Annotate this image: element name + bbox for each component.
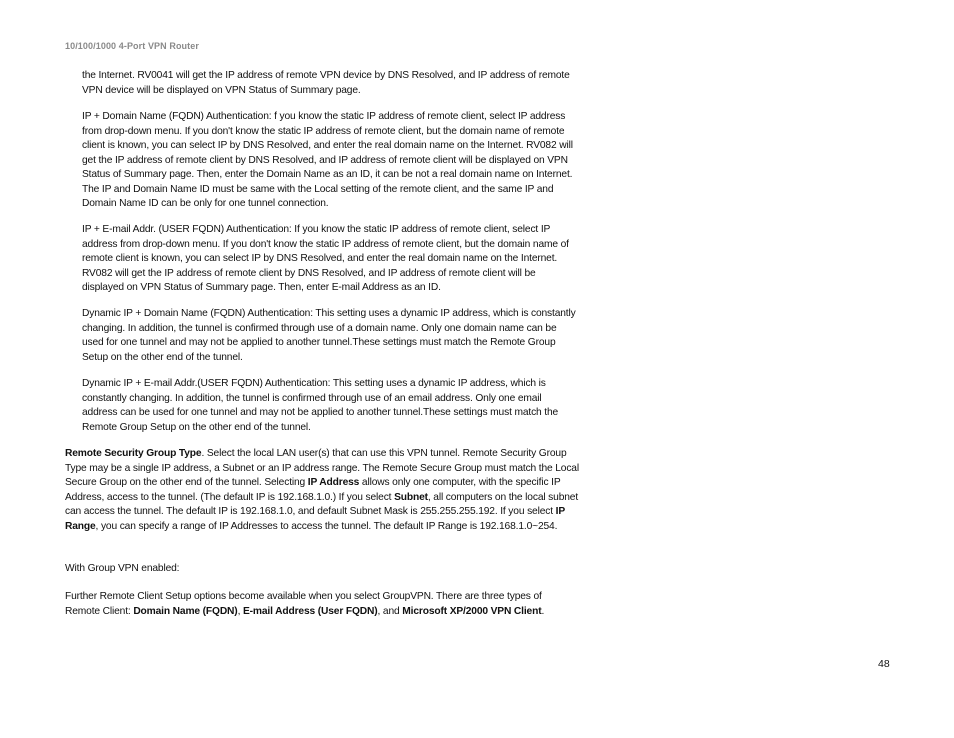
text-run: , you can specify a range of IP Addresses to access the tunnel. The default IP Range is 192.168.1.0~254. (95, 520, 558, 532)
page-number: 48 (878, 658, 890, 670)
paragraph-remote-security-group-type (65, 447, 579, 534)
text-run: . Select the local LAN user(s) that can use this VPN tunnel. Remote Security Group Type may be a single IP address, a Subnet or an IP address range. The Remote Secure Group must match the Local Secure Group on the other end of the tunnel. Selecting (65, 448, 579, 488)
text-run: Further Remote Client Setup options become available when you select GroupVPN. There are three types of Remote Client: (65, 591, 542, 617)
paragraph-remote-client-setup (65, 590, 579, 619)
text-run: , (237, 605, 243, 617)
term-microsoft-vpn-client: Microsoft XP/2000 VPN Client (402, 605, 542, 617)
text-run: , all computers on the local subnet can access the tunnel. The default IP is 192.168.1.0, and default Subnet Mask is 255.255.255.192. If you select (65, 491, 579, 517)
paragraph-ip-domain-auth: IP + Domain Name (FQDN) Authentication: f you know the static IP address of remote client, select IP address from drop-down menu. If you don't know the static IP address of remote client, but the domain name of remote client is known, you can select IP by DNS Resolved, and enter the real domain name on the Internet. RV082 will get the IP address of remote client by DNS Resolved, and IP address of remote client will be displayed on VPN Status of Summary page. Then, enter the Domain Name as an ID, it can be not a real domain name on Internet. The IP and Domain Name ID must be same with the Local setting of the remote client, and the same IP and Domain Name ID can be only for one tunnel connection. (82, 111, 573, 209)
term-ip-range: IP Range (65, 506, 565, 532)
running-header: 10/100/1000 4-Port VPN Router (65, 41, 199, 51)
term-ip-address: IP Address (307, 477, 360, 488)
text-run: , and (377, 605, 403, 617)
term-domain-name-fqdn: Domain Name (FQDN) (133, 605, 238, 617)
paragraph-dynamic-ip-domain-auth: Dynamic IP + Domain Name (FQDN) Authentication: This setting uses a dynamic IP address, which is constantly changing. In addition, the tunnel is confirmed through use of a domain name. Only one domain name can be used for one tunnel and may not be applied to another tunnel.These settings must match the Remote Group Setup on the other end of the tunnel. (82, 308, 576, 363)
text-run: allows only one computer, with the specific IP Address, access to the tunnel. (The default IP is 192.168.1.0.) If you select (65, 477, 561, 503)
paragraph-vpn-status: the Internet. RV0041 will get the IP address of remote VPN device by DNS Resolved, and IP address of remote VPN device will be displayed on VPN Status of Summary page. (82, 70, 570, 96)
term-email-address-user-fqdn: E-mail Address (User FQDN) (242, 605, 378, 617)
paragraph-dynamic-ip-email-auth: Dynamic IP + E-mail Addr.(USER FQDN) Authentication: This setting uses a dynamic IP address, which is constantly changing. In addition, the tunnel is confirmed through use of an email address. Only one email address can be used for one tunnel and may not be applied to another tunnel.These settings must match the Remote Group Setup on the other end of the tunnel. (82, 378, 559, 433)
term-subnet: Subnet (394, 491, 428, 503)
paragraph-ip-email-auth: IP + E-mail Addr. (USER FQDN) Authentication: If you know the static IP address of remote client, select IP address from drop-down menu. If you don't know the static IP address of remote client, but the domain name of remote client is known, you can select IP by DNS Resolved, and enter the real domain name on the Internet. RV082 will get the IP address of remote client by DNS Resolved, and IP address of remote client will be displayed on VPN Status of Summary page. Then, enter E-mail Address as an ID. (82, 224, 569, 293)
term-remote-security-group-type: Remote Security Group Type (65, 448, 202, 459)
text-run: . (541, 605, 545, 617)
paragraph-group-vpn-enabled: With Group VPN enabled: (65, 563, 180, 574)
